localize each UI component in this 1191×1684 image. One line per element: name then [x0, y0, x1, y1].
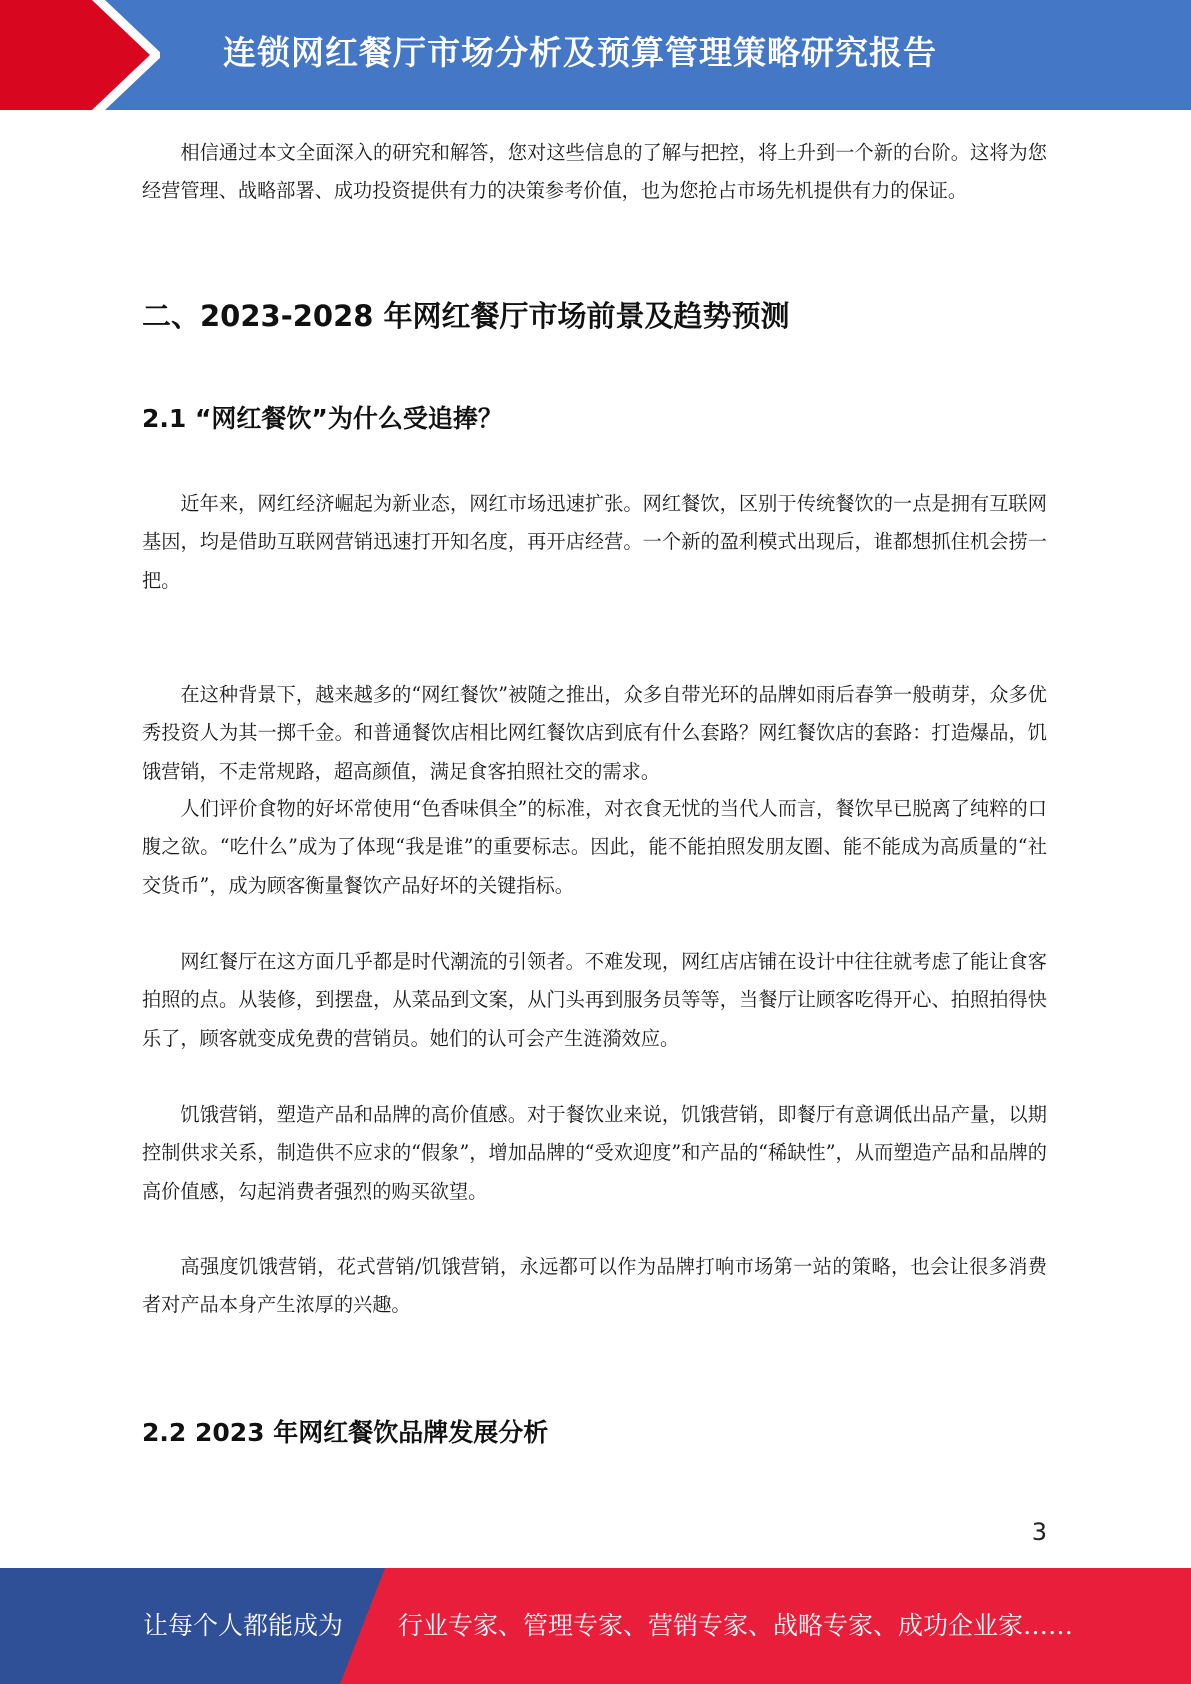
subsection-heading-2-2: 2.2 2023 年网红餐饮品牌发展分析 — [142, 1418, 549, 1447]
footer-slogan-right: 行业专家、管理专家、营销专家、战略专家、成功企业家…… — [398, 1611, 1074, 1640]
body-paragraph: 在这种背景下，越来越多的“网红餐饮”被随之推出，众多自带光环的品牌如雨后春笋一般萌芽，众多优秀投资人为其一掷千金。和普通餐饮店相比网红餐饮店到底有什么套路？网红餐饮店的套路：打造爆品，饥饿营销，不走常规路，超高颜值，满足食客拍照社交的需求。 — [142, 683, 1047, 783]
subsection-heading-2-1: 2.1 “网红餐饮”为什么受追捧？ — [142, 404, 503, 433]
body-paragraph: 饥饿营销，塑造产品和品牌的高价值感。对于餐饮业来说，饥饿营销，即餐厅有意调低出品产量，以期控制供求关系，制造供不应求的“假象”，增加品牌的“受欢迎度”和产品的“稀缺性”，从而塑造产品和品牌的高价值感，勾起消费者强烈的购买欲望。 — [142, 1103, 1047, 1203]
body-paragraph: 近年来，网红经济崛起为新业态，网红市场迅速扩张。网红餐饮，区别于传统餐饮的一点是拥有互联网基因，均是借助互联网营销迅速打开知名度，再开店经营。一个新的盈利模式出现后，谁都想抓住机会捞一把。 — [142, 492, 1047, 592]
body-paragraph: 人们评价食物的好坏常使用“色香味俱全”的标准，对衣食无忧的当代人而言，餐饮早已脱离了纯粹的口腹之欲。“吃什么”成为了体现“我是谁”的重要标志。因此，能不能拍照发朋友圈、能不能成为高质量的“社交货币”，成为顾客衡量餐饮产品好坏的关键指标。 — [142, 797, 1047, 897]
header-chevron-decoration — [0, 0, 160, 110]
page-number: 3 — [1031, 1518, 1047, 1546]
body-paragraph: 网红餐厅在这方面几乎都是时代潮流的引领者。不难发现，网红店店铺在设计中往往就考虑了能让食客拍照的点。从装修，到摆盘，从菜品到文案，从门头再到服务员等等，当餐厅让顾客吃得开心、拍照拍得快乐了，顾客就变成免费的营销员。她们的认可会产生涟漪效应。 — [142, 950, 1047, 1050]
report-title: 连锁网红餐厅市场分析及预算管理策略研究报告 — [223, 33, 937, 72]
page-footer-banner — [0, 1568, 1191, 1684]
intro-paragraph: 相信通过本文全面深入的研究和解答，您对这些信息的了解与把控，将上升到一个新的台阶。这将为您经营管理、战略部署、成功投资提供有力的决策参考价值，也为您抢占市场先机提供有力的保证。 — [142, 141, 1047, 203]
section-heading: 二、2023-2028 年网红餐厅市场前景及趋势预测 — [142, 299, 790, 333]
page-header-banner — [0, 0, 1191, 110]
footer-slogan-left: 让每个人都能成为 — [143, 1611, 344, 1640]
body-paragraph: 高强度饥饿营销，花式营销/饥饿营销，永远都可以作为品牌打响市场第一站的策略，也会让很多消费者对产品本身产生浓厚的兴趣。 — [142, 1255, 1047, 1317]
